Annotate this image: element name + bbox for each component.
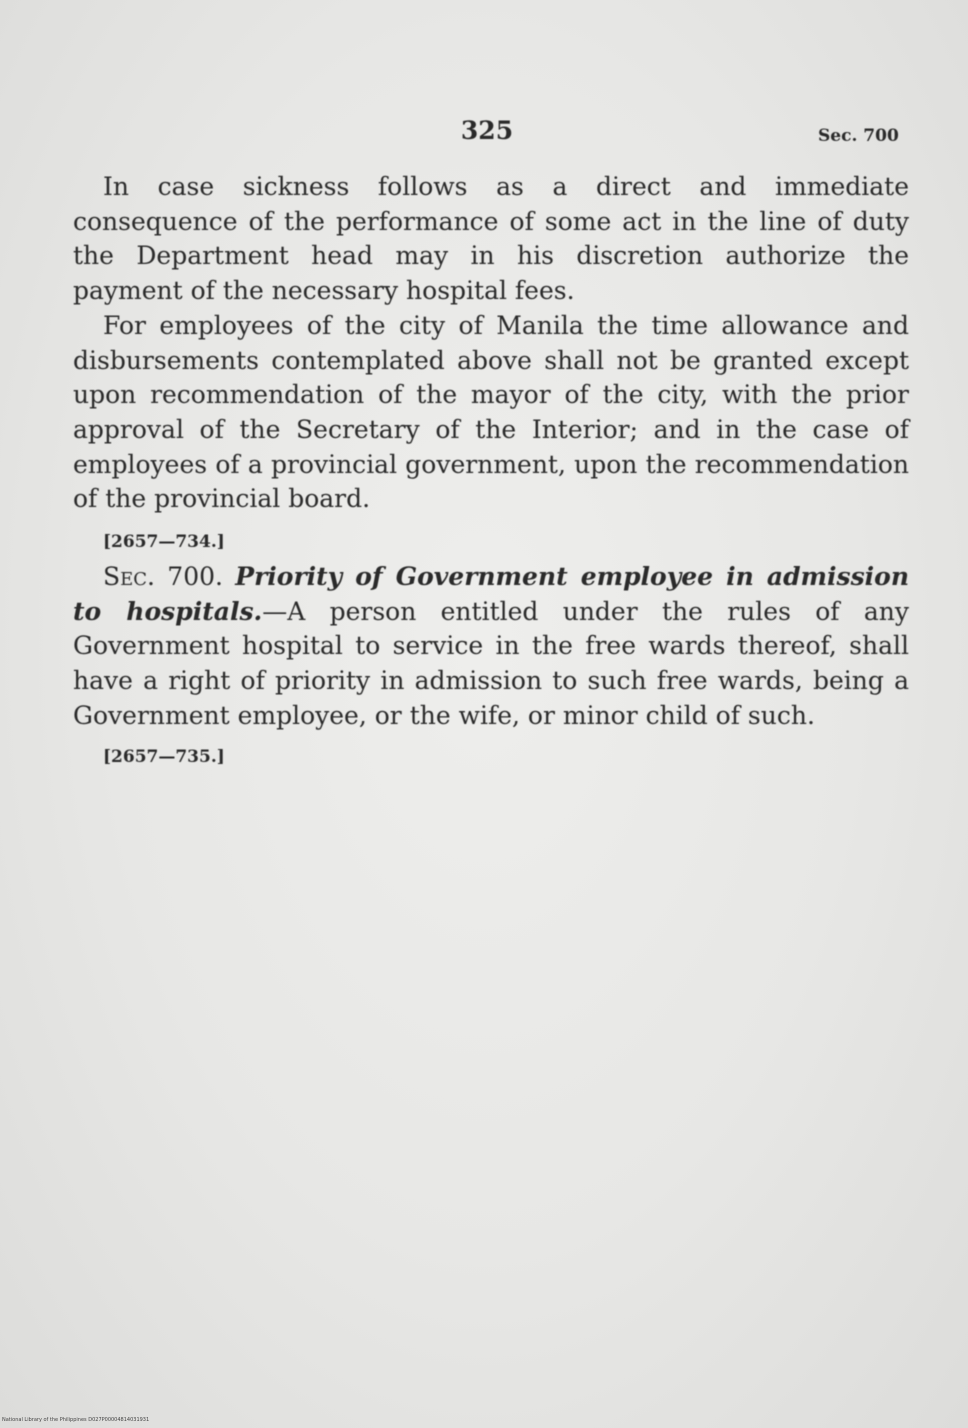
footer-credit: National Library of the Philippines D027P00004814031931 bbox=[2, 1417, 150, 1423]
citation-2657-734: [2657—734.] bbox=[103, 532, 225, 553]
citation-2657-735: [2657—735.] bbox=[103, 746, 225, 767]
section-700-title: Priority of Government employee in admission to hospitals. bbox=[73, 562, 909, 626]
section-700-label: Sec. 700. bbox=[103, 562, 223, 592]
section-700-body: —A person entitled under the rules of any Government hospital to service in the free wards thereof, shall have a right of priority in admission to such free wards, being a Government employee, or the wife, or minor child of such. bbox=[73, 596, 909, 730]
page-number: 325 bbox=[460, 116, 514, 145]
body-text bbox=[73, 170, 909, 775]
paragraph-sickness-fees: In case sickness follows as a direct and immediate consequence of the performance of some act in the line of duty the Department head may in his discretion authorize the payment of the necessary hospital fees. bbox=[73, 172, 909, 306]
section-700-paragraph bbox=[73, 560, 909, 734]
running-section-reference: Sec. 700 bbox=[818, 126, 899, 146]
paragraph-manila-employees: For employees of the city of Manila the time allowance and disbursements contemplated above shall not be granted except upon recommendation of the mayor of the city, with the prior approval of the Secretary of the Interior; and in the case of employees of a provincial government, upon the recommendation of the provincial board. bbox=[73, 310, 909, 514]
